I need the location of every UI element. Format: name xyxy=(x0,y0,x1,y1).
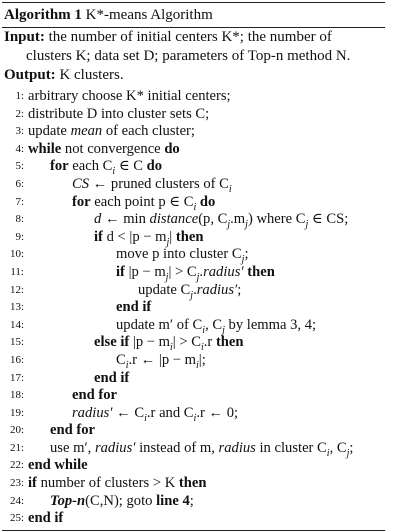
line-token: update xyxy=(28,123,71,140)
output-line xyxy=(2,66,413,85)
line-token: ← min xyxy=(101,211,150,228)
line-content xyxy=(50,422,95,440)
line-token: in cluster C xyxy=(255,439,327,456)
line-token: mean xyxy=(70,123,103,140)
input-line xyxy=(2,28,413,47)
line-token: end if xyxy=(28,510,64,527)
algorithm-line xyxy=(2,229,413,247)
output-text: K clusters. xyxy=(59,67,124,83)
line-token: j xyxy=(346,447,350,459)
line-token: d xyxy=(94,211,102,228)
output-label: Output: xyxy=(4,67,56,83)
line-number: 3: xyxy=(15,125,24,138)
line-token: ; xyxy=(349,439,354,456)
input-text-1: the number of initial centers K*; the number of xyxy=(48,29,332,45)
line-token: end if xyxy=(116,299,152,316)
line-number: 6: xyxy=(15,177,24,190)
algorithm-line xyxy=(2,405,413,423)
line-number: 10: xyxy=(9,248,24,261)
line-token: move p into cluster C xyxy=(116,246,242,263)
line-number: 8: xyxy=(15,213,24,226)
line-token: if xyxy=(116,263,125,280)
algorithm-line xyxy=(2,158,413,176)
algorithm-line xyxy=(2,282,413,300)
algorithm-line xyxy=(2,88,413,106)
line-token: . xyxy=(193,281,197,298)
line-content xyxy=(72,387,117,405)
line-token: ) where C xyxy=(247,211,306,228)
line-token: j xyxy=(166,236,170,248)
io-block xyxy=(2,28,413,85)
input-label: Input: xyxy=(4,29,45,45)
algorithm-line xyxy=(2,422,413,440)
line-token: end while xyxy=(28,457,88,474)
line-number: 17: xyxy=(9,371,24,384)
line-token: line 4 xyxy=(156,492,190,509)
line-token: . xyxy=(199,263,204,280)
line-number: 15: xyxy=(9,336,24,349)
line-token: j xyxy=(165,271,169,283)
line-token: i xyxy=(200,342,204,354)
algorithm-line xyxy=(2,440,413,458)
line-token: update m′ of C xyxy=(116,316,203,333)
line-content xyxy=(28,457,88,475)
line-token: i xyxy=(193,201,197,213)
line-token: C xyxy=(116,351,126,368)
line-content xyxy=(28,123,195,141)
line-number: 25: xyxy=(9,512,24,525)
line-token: j xyxy=(241,254,245,266)
algorithm-box xyxy=(2,2,413,531)
line-token: i xyxy=(196,359,199,371)
line-content xyxy=(28,88,231,106)
line-token: j xyxy=(222,324,225,336)
line-token: | xyxy=(169,228,176,245)
line-token: then xyxy=(215,334,244,351)
line-number: 1: xyxy=(15,90,24,102)
line-token: then xyxy=(178,475,207,492)
algorithm-line xyxy=(2,106,413,124)
algorithm-line xyxy=(2,141,413,159)
line-token: |; xyxy=(198,351,206,368)
line-token: radius′ xyxy=(94,439,136,456)
algorithm-line xyxy=(2,211,413,229)
algorithm-line xyxy=(2,475,413,493)
line-token: ∈ CS; xyxy=(308,211,349,228)
algorithm-line xyxy=(2,493,413,511)
algorithm-caption xyxy=(2,3,413,27)
line-token: use m′, xyxy=(50,439,95,456)
algorithm-line xyxy=(2,352,413,370)
line-token: .r xyxy=(203,334,216,351)
input-text-2: clusters K; data set D; parameters of Top-n method N. xyxy=(26,48,351,64)
line-content xyxy=(28,475,206,493)
line-token: not convergence xyxy=(61,140,165,157)
algorithm-line xyxy=(2,264,413,282)
line-token: radius xyxy=(218,439,256,456)
line-token: .r ← |p − m xyxy=(128,351,197,368)
line-token: i xyxy=(202,324,206,336)
line-token: (p, C xyxy=(198,211,228,228)
line-token: ← C xyxy=(112,404,145,421)
line-token: (C,N); goto xyxy=(85,492,157,509)
line-number: 23: xyxy=(9,477,24,490)
algorithm-line xyxy=(2,299,413,317)
line-token: while xyxy=(28,140,62,157)
line-token: CS xyxy=(72,175,90,192)
line-token: i xyxy=(144,412,147,424)
line-token: j xyxy=(190,289,194,301)
line-token: radius′ xyxy=(203,263,244,280)
line-number: 20: xyxy=(9,424,24,437)
line-token: if xyxy=(94,228,103,245)
line-token: do xyxy=(146,158,163,175)
line-token: j xyxy=(305,219,309,231)
line-token: i xyxy=(112,166,116,178)
line-token: end for xyxy=(72,387,117,404)
algorithm-line xyxy=(2,457,413,475)
line-content xyxy=(94,370,129,388)
line-number: 7: xyxy=(15,195,24,208)
line-token: each C xyxy=(68,158,113,175)
line-token: end if xyxy=(94,369,130,386)
algorithm-line xyxy=(2,176,413,194)
line-token: ; xyxy=(244,246,249,263)
line-token: | > C xyxy=(172,334,201,351)
algorithm-line xyxy=(2,317,413,335)
line-token: by lemma 3, 4; xyxy=(224,316,317,333)
line-number: 5: xyxy=(15,160,24,173)
line-token: end for xyxy=(50,422,95,439)
line-token: ← pruned clusters of C xyxy=(89,175,229,192)
line-token: , C xyxy=(205,316,223,333)
line-number: 21: xyxy=(9,441,24,454)
line-token: instead of m, xyxy=(135,439,219,456)
line-number: 14: xyxy=(9,318,24,331)
algorithm-line xyxy=(2,370,413,388)
line-token: each point p ∈ C xyxy=(90,193,194,210)
line-number: 11: xyxy=(10,265,24,278)
line-token: update C xyxy=(138,281,191,298)
line-token: do xyxy=(164,140,180,157)
line-token: j xyxy=(196,271,200,283)
line-token: distribute D into cluster sets C; xyxy=(28,105,210,122)
algorithm-line xyxy=(2,194,413,212)
algorithm-steps xyxy=(2,88,413,528)
line-token: i xyxy=(170,342,173,354)
line-token: number of clusters > K xyxy=(36,475,179,492)
line-number: 12: xyxy=(9,283,24,296)
line-number: 16: xyxy=(9,353,24,366)
line-number: 19: xyxy=(9,406,24,419)
line-token: for xyxy=(50,158,69,175)
algorithm-line xyxy=(2,123,413,141)
line-token: .r ← 0; xyxy=(196,404,239,421)
line-token: |p − m xyxy=(124,263,166,280)
line-number: 9: xyxy=(15,230,24,243)
line-content xyxy=(116,299,151,317)
line-number: 13: xyxy=(9,301,24,314)
line-token: radius′ xyxy=(196,281,238,298)
line-token: | > C xyxy=(168,263,197,280)
line-token: j xyxy=(227,219,231,231)
line-token: distance xyxy=(149,211,199,228)
line-token: .m xyxy=(230,211,246,228)
line-token: else if xyxy=(94,334,130,351)
line-number: 18: xyxy=(9,389,24,402)
line-token: Top-n xyxy=(50,492,86,509)
line-content xyxy=(28,106,209,124)
line-token: j xyxy=(245,219,248,231)
line-token: i xyxy=(193,412,197,424)
input-line-cont xyxy=(2,47,413,66)
line-token: ; xyxy=(189,492,194,509)
line-token: ∈ C xyxy=(115,158,147,175)
line-token: ; xyxy=(237,281,242,298)
line-token: i xyxy=(228,183,232,195)
line-token: do xyxy=(199,193,216,210)
caption-title: K*-means Algorithm xyxy=(85,7,213,23)
line-token: radius′ xyxy=(72,404,113,421)
line-content xyxy=(28,141,180,159)
line-token: i xyxy=(326,447,330,459)
line-number: 4: xyxy=(15,142,24,155)
line-content xyxy=(50,493,194,511)
line-number: 24: xyxy=(9,494,24,507)
line-number: 2: xyxy=(15,107,24,120)
caption-label: Algorithm 1 xyxy=(4,7,82,23)
line-token: then xyxy=(247,263,275,280)
algorithm-line xyxy=(2,334,413,352)
algorithm-line xyxy=(2,246,413,264)
line-token: arbitrary choose K* initial centers; xyxy=(28,88,231,104)
line-token: of each cluster; xyxy=(102,123,195,140)
line-token: then xyxy=(175,228,204,245)
line-token: , C xyxy=(329,439,347,456)
line-token: for xyxy=(72,193,91,210)
algorithm-line xyxy=(2,387,413,405)
line-number: 22: xyxy=(9,459,24,472)
line-token: |p − m xyxy=(129,334,171,351)
line-token: .r and C xyxy=(146,404,194,421)
line-token: i xyxy=(125,359,129,371)
line-token: d < |p − m xyxy=(102,228,167,245)
line-token: if xyxy=(28,475,37,492)
